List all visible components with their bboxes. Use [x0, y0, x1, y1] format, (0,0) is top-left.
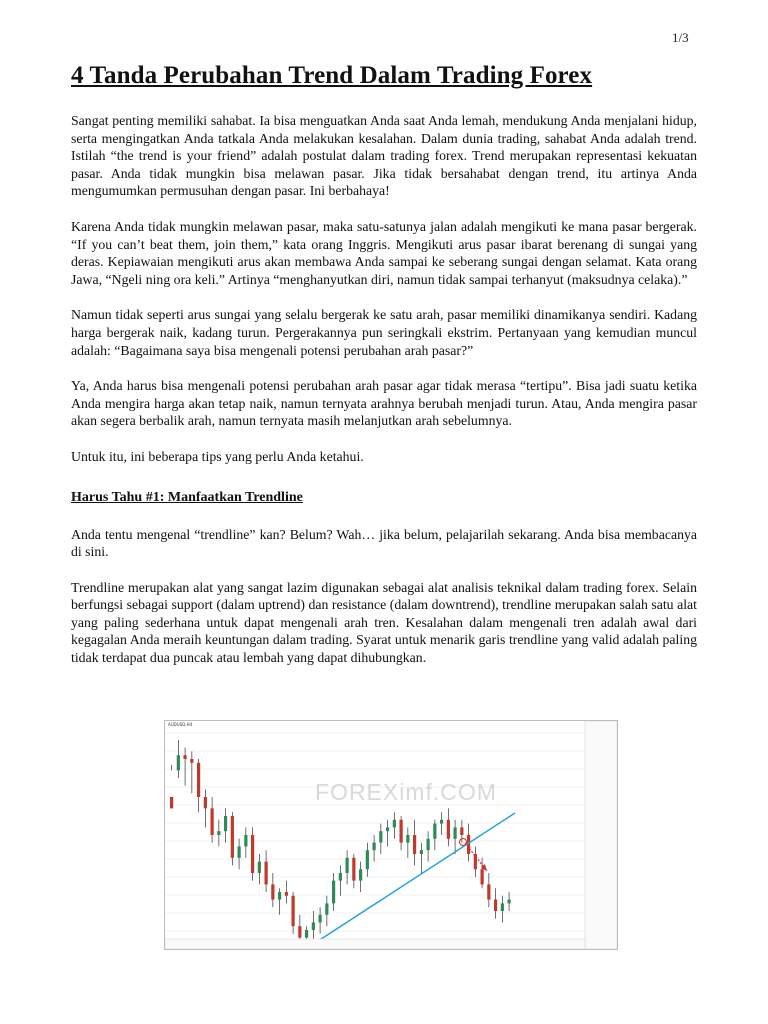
page-number: 1/3	[672, 30, 689, 45]
candle-body	[197, 763, 200, 797]
candle-body	[352, 858, 355, 881]
down-arrow-icon	[460, 839, 488, 872]
trendline	[315, 813, 515, 943]
candle-body	[265, 862, 268, 885]
candle-body	[177, 755, 180, 770]
candle-body	[474, 854, 477, 869]
candle-body	[420, 850, 423, 854]
candle-body	[413, 835, 416, 854]
candle-body	[440, 820, 443, 824]
paragraph: Anda tentu mengenal “trendline” kan? Belum? Wah… jika belum, pelajarilah sekarang. Anda bisa membacanya di sini.	[71, 526, 697, 560]
breakout-marker	[460, 839, 467, 846]
candle-body	[393, 820, 396, 828]
section-heading: Harus Tahu #1: Manfaatkan Trendline	[71, 489, 303, 505]
candle-body	[184, 755, 187, 759]
paragraph: Untuk itu, ini beberapa tips yang perlu Anda ketahui.	[71, 448, 364, 464]
chart-header: AUDUSD,H4	[168, 722, 193, 727]
candle-body	[204, 797, 207, 808]
candle-body	[251, 835, 254, 873]
candle-body	[231, 816, 234, 858]
candle-body	[501, 903, 504, 911]
candle-body	[427, 839, 430, 850]
candle-body	[494, 900, 497, 911]
candle-body	[379, 831, 382, 842]
candle-body	[433, 824, 436, 839]
candle-body	[224, 816, 227, 831]
candle-body	[325, 903, 328, 914]
price-axis	[585, 721, 617, 949]
candle-body	[332, 881, 335, 904]
candle-body	[406, 835, 409, 843]
candlestick-chart	[165, 721, 617, 949]
candle-body	[298, 926, 301, 937]
candle-body	[244, 835, 247, 846]
document-body	[71, 62, 697, 685]
candle-body	[447, 820, 450, 839]
candle-body	[292, 896, 295, 926]
candle-body	[366, 850, 369, 869]
candle-body	[487, 884, 490, 899]
paragraph: Ya, Anda harus bisa mengenali potensi perubahan arah pasar agar tidak merasa “tertipu”. Bisa jadi suatu ketika Anda mengira harga akan tetap naik, namun ternyata arahnya berubah menjadi turun. Atau, Anda mengira pasar akan segera berbalik arah, namun ternyata masih melanjutkan arah sebelumnya.	[71, 378, 697, 429]
forex-chart-image	[164, 720, 618, 950]
candle-body	[190, 759, 193, 763]
candle-body	[481, 869, 484, 884]
candle-body	[238, 846, 241, 857]
paragraph: Sangat penting memiliki sahabat. Ia bisa menguatkan Anda saat Anda lemah, mendukung Anda menjalani hidup, serta mengingatkan Anda tatkala Anda melakukan kesalahan. Dalam dunia trading, sahabat Anda adalah trend. Istilah “the trend is your friend” adalah postulat dalam trading forex. Trend merupakan representasi kekuatan pasar. Anda tidak mungkin bisa melawan pasar. Jika tidak bersahabat dengan trend, itu artinya Anda mengumumkan permusuhan dengan pasar. Ini berbahaya!	[71, 113, 697, 199]
candle-body	[170, 797, 173, 808]
candle-body	[319, 915, 322, 923]
candle-body	[271, 884, 274, 899]
candle-body	[346, 858, 349, 873]
candle-body	[454, 827, 457, 838]
candle-body	[285, 892, 288, 896]
candle-body	[305, 930, 308, 938]
candle-body	[339, 873, 342, 881]
page-title: 4 Tanda Perubahan Trend Dalam Trading Forex	[71, 62, 593, 89]
candle-body	[400, 820, 403, 843]
watermark-logo: FOREXimf.COM	[315, 779, 497, 805]
candle-body	[217, 831, 220, 835]
candle-body	[211, 808, 214, 835]
candle-body	[312, 922, 315, 930]
candle-body	[460, 827, 463, 835]
candle-body	[359, 869, 362, 880]
candle-body	[373, 843, 376, 851]
paragraph: Namun tidak seperti arus sungai yang selalu bergerak ke satu arah, pasar memiliki dinamikanya sendiri. Kadang harga bergerak naik, kadang turun. Pergerakannya pun seringkali ekstrim. Pertanyaan yang kemudian muncul adalah: “Bagaimana saya bisa mengenali potensi perubahan arah pasar?”	[71, 307, 697, 358]
time-axis	[165, 939, 585, 949]
candle-body	[258, 862, 261, 873]
candle-body	[278, 892, 281, 900]
candle-body	[508, 900, 511, 904]
candle-body	[386, 827, 389, 831]
paragraph: Karena Anda tidak mungkin melawan pasar, maka satu-satunya jalan adalah mengikuti ke mana pasar bergerak. “If you can’t beat them, join them,” kata orang Inggris. Mengikuti arus pasar ibarat berenang di sungai yang deras. Kepiawaian mengikuti arus akan membawa Anda sampai ke seberang sungai dengan selamat. Kata orang Jawa, “Ngeli ning ora keli.” Artinya “menghanyutkan diri, namun tidak sampai terhanyut (maksudnya celaka).”	[71, 218, 697, 287]
paragraph: Trendline merupakan alat yang sangat lazim digunakan sebagai alat analisis teknikal dalam trading forex. Selain berfungsi sebagai support (dalam uptrend) dan resistance (dalam downtrend), trendline merupakan salah satu alat yang paling sederhana untuk dapat mengenali arah tren. Kesalahan dalam mengenali tren adalah awal dari kegagalan Anda meraih keuntungan dalam trading. Syarat untuk menarik garis trendline yang valid adalah paling tidak terdapat dua puncak atau lembah yang dapat dihubungkan.	[71, 579, 697, 666]
